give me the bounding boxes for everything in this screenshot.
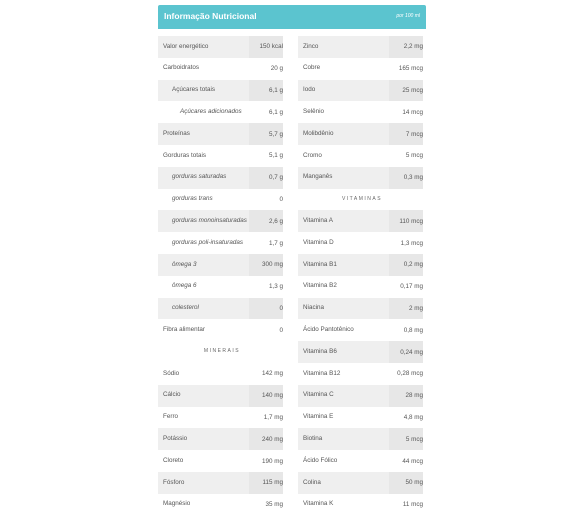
nutrient-label: ômega 6 [172, 282, 197, 290]
nutrient-label: Vitamina B12 [303, 369, 341, 377]
nutrient-label: Molibdênio [303, 129, 334, 137]
nutrient-value: 28 mg [389, 385, 423, 407]
nutrient-row [298, 407, 426, 429]
nutrient-value: 165 mcg [398, 65, 423, 73]
nutrient-row [158, 36, 286, 58]
nutrient-row [158, 167, 286, 189]
nutrient-value: 2 mg [389, 298, 423, 320]
nutrient-label: Proteínas [163, 129, 190, 137]
nutrient-row [158, 254, 286, 276]
nutrient-label: Ácido Fólico [303, 456, 338, 464]
nutrient-label: Selênio [303, 107, 325, 115]
nutrient-value: 5 mcg [405, 152, 423, 160]
nutrient-label: Valor energético [163, 42, 209, 50]
nutrient-row [298, 341, 426, 363]
nutrient-label: Vitamina E [303, 413, 334, 421]
nutrient-row [158, 210, 286, 232]
nutrient-label: Cromo [303, 151, 322, 159]
nutrient-row [298, 428, 426, 450]
left-column [158, 36, 286, 516]
nutrient-row [298, 319, 426, 341]
nutrient-value: 20 g [270, 65, 283, 73]
nutrient-label: Sódio [163, 369, 180, 377]
nutrient-value: 0,8 mg [403, 326, 423, 334]
nutrient-row [298, 210, 426, 232]
nutrient-row [158, 58, 286, 80]
nutrient-value: 5 mcg [389, 428, 423, 450]
section-heading-row [158, 341, 286, 363]
nutrient-row [298, 254, 426, 276]
nutrient-label: Vitamina B6 [303, 347, 337, 355]
nutrient-row [158, 101, 286, 123]
nutrient-row [298, 472, 426, 494]
nutrient-label: Açúcares adicionados [180, 107, 242, 115]
nutrient-label: Carboidratos [163, 64, 200, 72]
nutrient-row [158, 494, 286, 516]
nutrient-value: 300 mg [249, 254, 283, 276]
nutrient-row [298, 232, 426, 254]
nutrient-row [298, 123, 426, 145]
nutrient-row [158, 407, 286, 429]
nutrient-value: 0,3 mg [389, 167, 423, 189]
nutrient-value: 6,1 g [249, 80, 283, 102]
nutrient-value: 1,3 mcg [400, 239, 423, 247]
nutrient-value: 140 mg [249, 385, 283, 407]
nutrient-row [158, 189, 286, 211]
nutrient-value: 7 mcg [389, 123, 423, 145]
section-heading-row [298, 189, 426, 211]
nutrient-label: Zinco [303, 42, 319, 50]
nutrient-label: Ferro [163, 413, 179, 421]
nutrient-label: Vitamina K [303, 500, 334, 508]
nutrient-label: Gorduras totais [163, 151, 207, 159]
nutrient-row [158, 145, 286, 167]
nutrient-row [298, 385, 426, 407]
nutrient-row [158, 363, 286, 385]
serving-unit: por 100 ml [396, 13, 420, 19]
nutrient-value: 1,3 g [268, 283, 283, 291]
nutrient-value: 150 kcal [249, 36, 283, 58]
nutrient-label: gorduras trans [172, 195, 213, 203]
nutrient-label: Vitamina B2 [303, 282, 337, 290]
nutrient-value: 35 mg [265, 501, 283, 509]
nutrient-row [158, 80, 286, 102]
nutrient-value: 4,8 mg [403, 413, 423, 421]
nutrient-label: Magnésio [163, 500, 191, 508]
nutrient-row [298, 36, 426, 58]
nutrient-value: 5,7 g [249, 123, 283, 145]
nutrient-label: Iodo [303, 86, 316, 94]
nutrient-label: Fibra alimentar [163, 325, 205, 333]
nutrient-value: 1,7 g [268, 239, 283, 247]
nutrient-row [298, 101, 426, 123]
nutrient-row [298, 494, 426, 516]
nutrient-value: 0 [279, 326, 283, 334]
nutrition-title: Informação Nutricional [164, 11, 257, 21]
nutrient-row [158, 298, 286, 320]
nutrient-label: Vitamina C [303, 391, 334, 399]
nutrient-label: gorduras saturadas [172, 173, 227, 181]
nutrient-value: 115 mg [249, 472, 283, 494]
nutrient-label: Açúcares totais [172, 86, 216, 94]
nutrient-value: 0,2 mg [389, 254, 423, 276]
nutrient-value: 0,28 mcg [397, 370, 423, 378]
nutrient-value: 5,1 g [268, 152, 283, 160]
nutrient-label: Manganês [303, 173, 333, 181]
nutrient-row [158, 385, 286, 407]
nutrient-value: 2,2 mg [389, 36, 423, 58]
nutrient-row [158, 472, 286, 494]
nutrient-row [158, 123, 286, 145]
nutrient-value: 0,7 g [249, 167, 283, 189]
right-column [298, 36, 426, 516]
nutrient-value: 14 mcg [402, 108, 423, 116]
nutrient-label: Cálcio [163, 391, 181, 399]
nutrient-row [158, 450, 286, 472]
nutrient-value: 44 mcg [402, 457, 423, 465]
nutrient-row [298, 167, 426, 189]
nutrient-row [298, 276, 426, 298]
nutrient-label: Niacina [303, 304, 324, 312]
nutrient-value: 2,6 g [249, 210, 283, 232]
nutrient-value: 190 mg [261, 457, 283, 465]
nutrient-value: 50 mg [389, 472, 423, 494]
nutrient-row [158, 319, 286, 341]
nutrient-label: ômega 3 [172, 260, 197, 268]
nutrient-row [158, 232, 286, 254]
nutrient-row [298, 80, 426, 102]
nutrient-label: Cloreto [163, 456, 184, 464]
nutrient-row [298, 298, 426, 320]
nutrient-value: 1,7 mg [263, 413, 283, 421]
nutrient-value: 0,17 mg [400, 283, 423, 291]
nutrient-value: 0 [249, 298, 283, 320]
nutrient-value: 25 mcg [389, 80, 423, 102]
nutrient-value: 11 mcg [402, 501, 423, 509]
nutrient-label: gorduras poli-insaturadas [172, 238, 244, 246]
nutrient-row [298, 450, 426, 472]
nutrient-value: 6,1 g [268, 108, 283, 116]
nutrient-label: Ácido Pantotênico [303, 325, 354, 333]
nutrient-value: 0,24 mg [389, 341, 423, 363]
nutrient-label: Cobre [303, 64, 321, 72]
nutrient-label: Potássio [163, 434, 188, 442]
nutrient-value: 0 [279, 195, 283, 203]
nutrient-row [158, 428, 286, 450]
nutrient-label: Vitamina B1 [303, 260, 337, 268]
nutrient-label: Vitamina D [303, 238, 334, 246]
nutrient-row [298, 363, 426, 385]
nutrient-label: gorduras monoinsaturadas [172, 216, 247, 224]
nutrient-label: Vitamina A [303, 216, 333, 224]
nutrient-label: Biotina [303, 434, 323, 442]
nutrition-header [158, 5, 426, 29]
nutrient-row [298, 145, 426, 167]
nutrient-row [298, 58, 426, 80]
nutrient-label: Colina [303, 478, 321, 486]
section-heading: VITAMINAS [341, 195, 383, 202]
nutrient-row [158, 276, 286, 298]
nutrient-label: colesterol [172, 304, 199, 312]
nutrient-value: 142 mg [261, 370, 283, 378]
nutrient-value: 240 mg [249, 428, 283, 450]
section-heading: MINERAIS [203, 348, 241, 355]
nutrient-label: Fósforo [163, 478, 185, 486]
nutrient-value: 110 mcg [389, 210, 423, 232]
